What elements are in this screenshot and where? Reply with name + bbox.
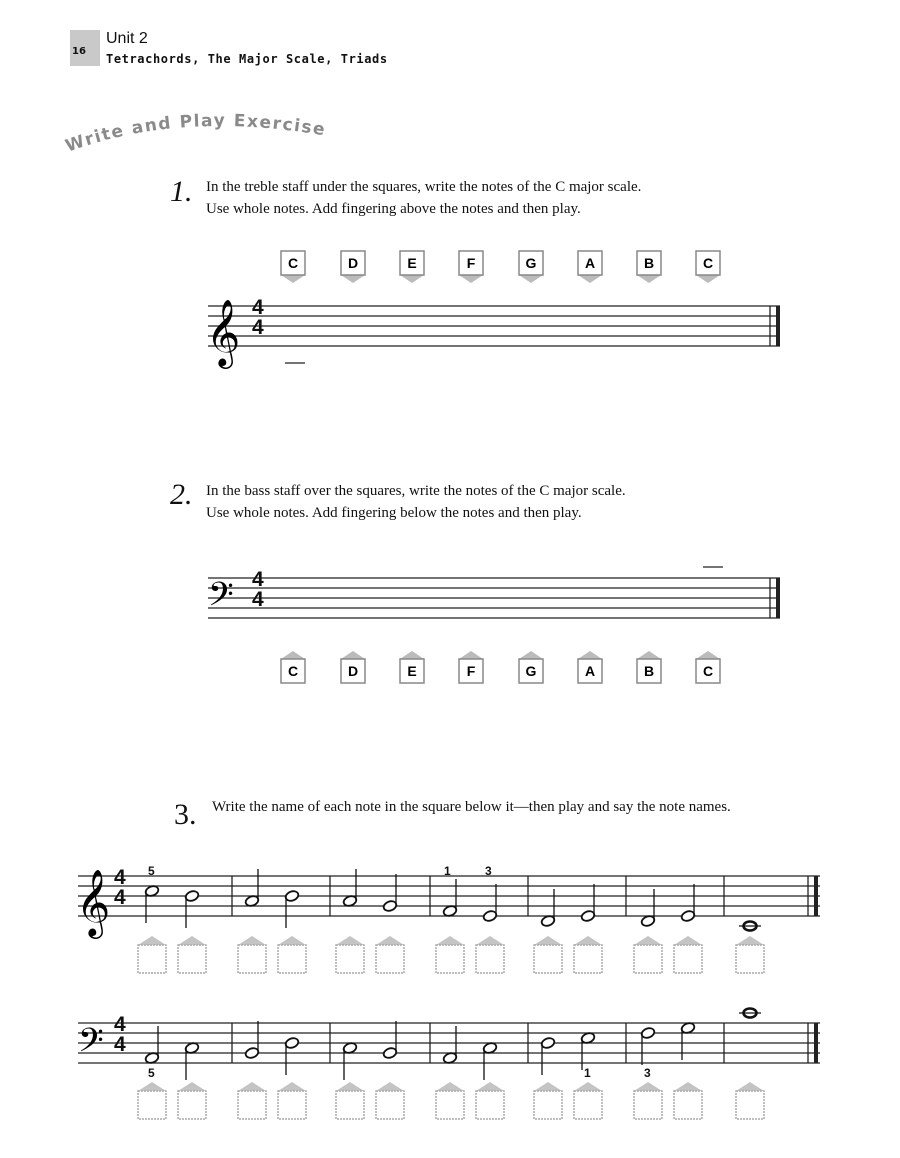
exercise-3-instructions: Write the name of each note in the square below it—then play and say the note names.	[212, 799, 731, 815]
bass-answer-box-5[interactable]	[336, 1082, 364, 1119]
bass-answer-box-9[interactable]	[534, 1082, 562, 1119]
exercise-2-note-box-label: G	[525, 663, 537, 679]
bass-fingering-3: 3	[644, 1066, 651, 1080]
exercise-2-line-2: Use whole notes. Add fingering below the notes and then play.	[206, 505, 582, 521]
bass-fingering-2: 1	[584, 1066, 591, 1080]
treble-fingering-1: 5	[148, 864, 155, 878]
time-signature-top: 4	[114, 1013, 126, 1036]
bass-answer-box-1[interactable]	[138, 1082, 166, 1119]
bass-clef-icon: 𝄢	[208, 576, 234, 622]
exercise-2-note-box-label: A	[584, 663, 596, 679]
time-signature-bottom: 4	[114, 1033, 126, 1056]
bass-answer-box-13[interactable]	[736, 1082, 764, 1119]
time-signature-top: 4	[252, 568, 264, 591]
bass-answer-box-12[interactable]	[674, 1082, 702, 1119]
bass-answer-box-11[interactable]	[634, 1082, 662, 1119]
exercise-1-number: 1.	[170, 175, 193, 208]
exercise-1-note-box-label: B	[643, 255, 655, 271]
exercise-1-note-box-label: C	[287, 255, 299, 271]
bass-answer-box-7[interactable]	[436, 1082, 464, 1119]
exercise-1-note-box-label: A	[584, 255, 596, 271]
time-signature-bottom: 4	[252, 316, 264, 339]
treble-fingering-2: 1	[444, 864, 451, 878]
exercise-1-note-box-label: F	[466, 255, 476, 271]
time-signature-bottom: 4	[114, 886, 126, 909]
time-signature-bottom: 4	[252, 588, 264, 611]
bass-clef-icon: 𝄢	[78, 1022, 104, 1068]
bass-answer-box-6[interactable]	[376, 1082, 404, 1119]
bass-answer-box-2[interactable]	[178, 1082, 206, 1119]
exercise-2-note-box-label: B	[643, 663, 655, 679]
unit-label: Unit 2	[106, 30, 148, 47]
bass-answer-box-8[interactable]	[476, 1082, 504, 1119]
exercise-2-note-box-label: D	[347, 663, 359, 679]
bass-fingering-1: 5	[148, 1066, 155, 1080]
treble-fingering-3: 3	[485, 864, 492, 878]
exercise-1-note-box-label: G	[525, 255, 537, 271]
exercise-1-note-box-label: E	[407, 255, 417, 271]
exercise-2-number: 2.	[170, 478, 193, 511]
time-signature-top: 4	[252, 296, 264, 319]
treble-clef-icon: 𝄞	[76, 868, 111, 936]
exercise-title-text: Write and Play Exercise	[63, 111, 328, 157]
bass-answer-box-4[interactable]	[278, 1082, 306, 1119]
treble-clef-icon: 𝄞	[206, 298, 241, 366]
bass-answer-box-10[interactable]	[574, 1082, 602, 1119]
exercise-2-note-box-label: E	[407, 663, 417, 679]
bass-answer-box-3[interactable]	[238, 1082, 266, 1119]
exercise-1-note-box-label: C	[702, 255, 714, 271]
exercise-1-line-2: Use whole notes. Add fingering above the notes and then play.	[206, 201, 581, 217]
time-signature-top: 4	[114, 866, 126, 889]
exercise-1-line-1: In the treble staff under the squares, write the notes of the C major scale.	[206, 179, 642, 195]
exercise-2-note-box-label: F	[466, 663, 476, 679]
exercise-1-note-box-label: D	[347, 255, 359, 271]
page-number: 16	[72, 46, 86, 57]
exercise-2-note-box-label: C	[287, 663, 299, 679]
unit-subtitle: Tetrachords, The Major Scale, Triads	[106, 52, 388, 66]
exercise-3-number: 3.	[174, 798, 197, 831]
exercise-2-line-1: In the bass staff over the squares, write the notes of the C major scale.	[206, 483, 626, 499]
exercise-2-note-box-label: C	[702, 663, 714, 679]
